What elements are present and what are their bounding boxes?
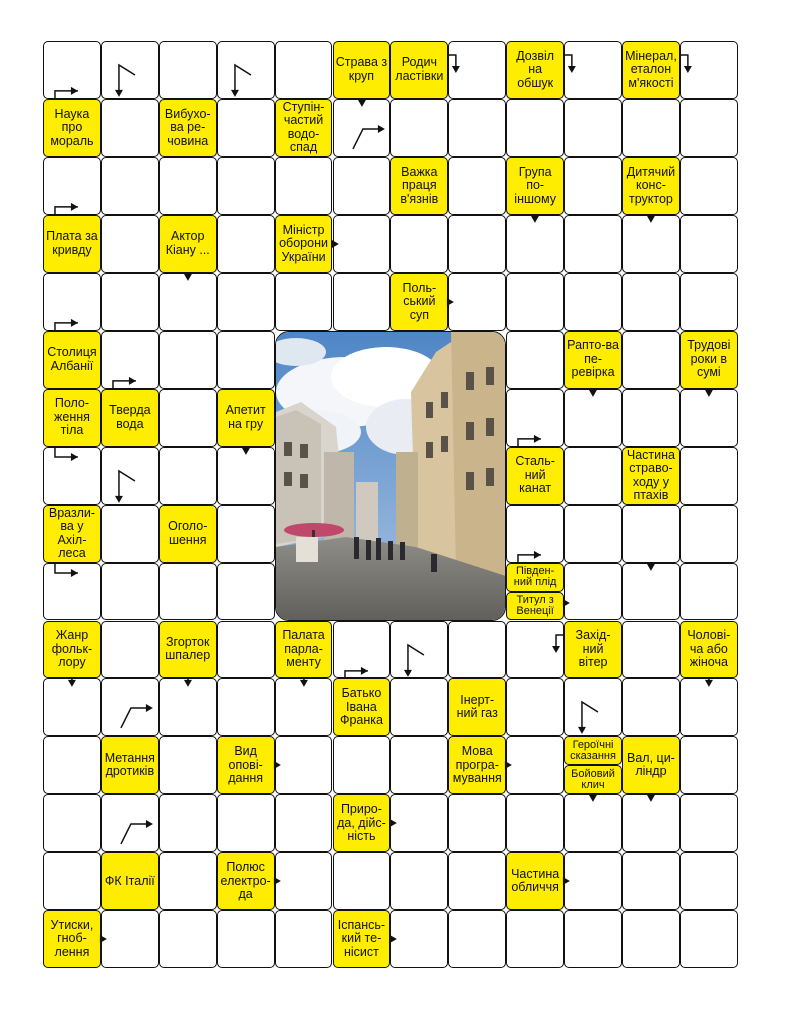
clue-text: Група по-іншому — [514, 164, 556, 206]
answer-cell[interactable] — [448, 41, 506, 99]
answer-cell[interactable] — [43, 41, 101, 99]
clue-text: Апетит на гру — [225, 403, 266, 431]
answer-cell[interactable] — [390, 910, 448, 968]
answer-cell[interactable] — [622, 273, 680, 331]
answer-cell[interactable] — [680, 389, 738, 447]
clue-text: Важка праця в'язнів — [400, 164, 439, 206]
clue-text: Вразли-ва у Ахіл-леса — [48, 505, 96, 561]
clue-text: Ступін-частий водо-спад — [282, 99, 325, 155]
answer-cell[interactable] — [448, 99, 506, 157]
answer-cell[interactable] — [564, 389, 622, 447]
answer-cell[interactable] — [448, 157, 506, 215]
clue-cell — [506, 592, 564, 621]
answer-cell[interactable] — [506, 99, 564, 157]
answer-cell[interactable] — [564, 215, 622, 273]
answer-cell[interactable] — [564, 678, 622, 736]
clue-text: Трудові роки в сумі — [687, 338, 731, 380]
answer-cell[interactable] — [333, 273, 391, 331]
clue-text: Рапто-ва пе-ревірка — [567, 338, 619, 380]
answer-cell[interactable] — [333, 215, 391, 273]
clue-text: Тверда вода — [109, 403, 151, 431]
clue-cell — [275, 215, 333, 273]
answer-cell[interactable] — [101, 157, 159, 215]
clue-text: Частина страво-ходу у птахів — [626, 447, 675, 503]
clue-cell — [506, 447, 564, 505]
clue-cell — [622, 157, 680, 215]
answer-cell[interactable] — [217, 563, 275, 621]
answer-cell[interactable] — [622, 852, 680, 910]
clue-cell — [390, 273, 448, 331]
answer-cell[interactable] — [680, 505, 738, 563]
clue-text: Полюс електро-да — [220, 860, 271, 902]
clue-cell — [333, 794, 391, 852]
clue-text: Плата за кривду — [46, 229, 98, 257]
answer-cell[interactable] — [390, 621, 448, 679]
answer-cell[interactable] — [680, 852, 738, 910]
clue-cell — [43, 331, 101, 389]
answer-cell[interactable] — [564, 157, 622, 215]
answer-cell[interactable] — [564, 852, 622, 910]
answer-cell[interactable] — [101, 678, 159, 736]
answer-cell[interactable] — [275, 41, 333, 99]
clue-cell — [159, 505, 217, 563]
clue-cell — [217, 736, 275, 794]
answer-cell[interactable] — [506, 389, 564, 447]
clue-text: Дозвіл на обшук — [516, 48, 555, 90]
answer-cell[interactable] — [622, 331, 680, 389]
answer-cell[interactable] — [101, 505, 159, 563]
answer-cell[interactable] — [159, 41, 217, 99]
clue-text: Дитячий конс-труктор — [626, 164, 676, 206]
clue-text: Приро-да, дійс-ність — [337, 802, 386, 844]
answer-cell[interactable] — [101, 273, 159, 331]
clue-cell — [43, 99, 101, 157]
answer-cell[interactable] — [333, 852, 391, 910]
answer-cell[interactable] — [333, 99, 391, 157]
answer-cell[interactable] — [275, 794, 333, 852]
clue-cell — [622, 41, 680, 99]
clue-text: Столиця Албанії — [47, 345, 97, 373]
answer-cell[interactable] — [101, 621, 159, 679]
clue-cell — [506, 41, 564, 99]
answer-cell[interactable] — [564, 794, 622, 852]
clue-text: Вал, ци-ліндр — [627, 750, 675, 779]
clue-text: Титул з Венеції — [516, 594, 554, 617]
answer-cell[interactable] — [448, 273, 506, 331]
clue-cell — [680, 331, 738, 389]
answer-cell[interactable] — [159, 736, 217, 794]
clue-text: Палата парла-менту — [282, 628, 325, 670]
answer-cell[interactable] — [680, 563, 738, 621]
answer-cell[interactable] — [564, 447, 622, 505]
answer-cell[interactable] — [506, 910, 564, 968]
answer-cell[interactable] — [448, 215, 506, 273]
answer-cell[interactable] — [680, 794, 738, 852]
clue-text: Поло-ження тіла — [54, 396, 90, 438]
clue-cell — [43, 910, 101, 968]
clue-cell — [159, 215, 217, 273]
clue-text: Захід-ний вітер — [575, 628, 611, 670]
answer-cell[interactable] — [448, 852, 506, 910]
clue-text: Героїчні сказання — [570, 738, 616, 762]
answer-cell[interactable] — [564, 99, 622, 157]
answer-cell[interactable] — [564, 505, 622, 563]
answer-cell[interactable] — [390, 852, 448, 910]
clue-text: Бойовий клич — [571, 767, 615, 791]
answer-cell[interactable] — [506, 273, 564, 331]
answer-cell[interactable] — [622, 505, 680, 563]
clue-text: Згорток шпалер — [165, 634, 211, 663]
answer-cell[interactable] — [564, 273, 622, 331]
answer-cell[interactable] — [101, 215, 159, 273]
clue-text: Сталь-ний канат — [515, 454, 555, 496]
clue-cell — [159, 621, 217, 679]
clue-cell — [217, 389, 275, 447]
answer-cell[interactable] — [43, 157, 101, 215]
answer-cell[interactable] — [622, 215, 680, 273]
clue-text: Вибухо-ва ре-човина — [164, 106, 211, 148]
clue-text: Мінерал, еталон м'якості — [625, 48, 677, 90]
clue-text: Інерт-ний газ — [456, 692, 498, 721]
answer-cell[interactable] — [275, 273, 333, 331]
city-street-photo — [275, 331, 507, 621]
clue-cell — [448, 678, 506, 736]
answer-cell[interactable] — [680, 447, 738, 505]
answer-cell[interactable] — [101, 331, 159, 389]
clue-cell — [564, 331, 622, 389]
clue-text: Поль-ський суп — [402, 280, 437, 322]
answer-cell[interactable] — [333, 621, 391, 679]
answer-cell[interactable] — [101, 99, 159, 157]
answer-cell[interactable] — [159, 389, 217, 447]
answer-cell[interactable] — [680, 910, 738, 968]
answer-cell[interactable] — [506, 736, 564, 794]
clue-cell — [390, 157, 448, 215]
clue-cell — [390, 41, 448, 99]
answer-cell[interactable] — [217, 157, 275, 215]
clue-cell — [564, 765, 622, 794]
answer-cell[interactable] — [622, 389, 680, 447]
answer-cell[interactable] — [275, 910, 333, 968]
answer-cell[interactable] — [43, 678, 101, 736]
clue-text: Жанр фольк-лору — [51, 628, 93, 670]
clue-text: Наука про мораль — [50, 106, 94, 148]
answer-cell[interactable] — [680, 273, 738, 331]
clue-cell — [217, 852, 275, 910]
answer-cell[interactable] — [159, 447, 217, 505]
answer-cell[interactable] — [101, 910, 159, 968]
clue-cell — [333, 910, 391, 968]
answer-cell[interactable] — [506, 794, 564, 852]
clue-cell — [275, 621, 333, 679]
clue-text: Страва з круп — [335, 55, 388, 83]
answer-cell[interactable] — [159, 563, 217, 621]
clue-cell — [101, 389, 159, 447]
clue-text: Родич ластівки — [395, 55, 444, 83]
clue-text: Утиски, гноб-лення — [50, 917, 94, 959]
answer-cell[interactable] — [43, 736, 101, 794]
answer-cell[interactable] — [217, 910, 275, 968]
answer-cell[interactable] — [390, 736, 448, 794]
clue-cell — [506, 157, 564, 215]
clue-cell — [506, 852, 564, 910]
clue-cell — [43, 389, 101, 447]
answer-cell[interactable] — [43, 273, 101, 331]
answer-cell[interactable] — [680, 736, 738, 794]
clue-cell — [564, 736, 622, 765]
answer-cell[interactable] — [390, 678, 448, 736]
answer-cell[interactable] — [217, 794, 275, 852]
clue-cell — [275, 99, 333, 157]
answer-cell[interactable] — [217, 447, 275, 505]
clue-text: Вид опові-дання — [228, 744, 264, 786]
clue-cell — [506, 563, 564, 592]
answer-cell[interactable] — [43, 447, 101, 505]
answer-cell[interactable] — [275, 157, 333, 215]
answer-cell[interactable] — [43, 852, 101, 910]
answer-cell[interactable] — [333, 736, 391, 794]
answer-cell[interactable] — [217, 273, 275, 331]
clue-cell — [622, 736, 680, 794]
answer-cell[interactable] — [333, 157, 391, 215]
answer-cell[interactable] — [506, 678, 564, 736]
clue-text: Актор Кіану ... — [165, 229, 210, 257]
answer-cell[interactable] — [275, 736, 333, 794]
answer-cell[interactable] — [101, 447, 159, 505]
clue-text: Метання дротиків — [104, 750, 155, 779]
answer-cell[interactable] — [622, 99, 680, 157]
answer-cell[interactable] — [622, 621, 680, 679]
answer-cell[interactable] — [217, 678, 275, 736]
answer-cell[interactable] — [159, 273, 217, 331]
answer-cell[interactable] — [564, 41, 622, 99]
clue-text: Півден-ний плід — [513, 565, 557, 589]
clue-text: Частина обличчя — [511, 866, 560, 895]
answer-cell[interactable] — [159, 910, 217, 968]
clue-cell — [101, 852, 159, 910]
clue-cell — [43, 505, 101, 563]
answer-cell[interactable] — [448, 910, 506, 968]
answer-cell[interactable] — [390, 215, 448, 273]
answer-cell[interactable] — [101, 41, 159, 99]
clue-text: ФК Італії — [104, 873, 155, 888]
answer-cell[interactable] — [217, 621, 275, 679]
clue-text: Іспансь-кий те-нісист — [337, 917, 386, 959]
answer-cell[interactable] — [217, 215, 275, 273]
answer-cell[interactable] — [680, 41, 738, 99]
answer-cell[interactable] — [43, 563, 101, 621]
answer-cell[interactable] — [101, 794, 159, 852]
answer-cell[interactable] — [448, 621, 506, 679]
answer-cell[interactable] — [564, 910, 622, 968]
clue-cell — [159, 99, 217, 157]
clue-cell — [333, 41, 391, 99]
clue-text: Міністр оборони України — [279, 222, 328, 264]
answer-cell[interactable] — [506, 621, 564, 679]
answer-cell[interactable] — [159, 794, 217, 852]
clue-text: Батько Івана Франка — [339, 686, 383, 728]
clue-cell — [680, 621, 738, 679]
answer-cell[interactable] — [390, 794, 448, 852]
clue-text: Оголо-шення — [168, 519, 208, 547]
answer-cell[interactable] — [43, 794, 101, 852]
answer-cell[interactable] — [506, 215, 564, 273]
answer-cell[interactable] — [159, 157, 217, 215]
clue-text: Мова програ-мування — [452, 744, 502, 786]
clue-cell — [622, 447, 680, 505]
street-photo-image — [276, 332, 507, 621]
answer-cell[interactable] — [622, 678, 680, 736]
answer-cell[interactable] — [680, 215, 738, 273]
answer-cell[interactable] — [159, 331, 217, 389]
answer-cell[interactable] — [159, 678, 217, 736]
answer-cell[interactable] — [506, 331, 564, 389]
answer-cell[interactable] — [275, 678, 333, 736]
answer-cell[interactable] — [622, 794, 680, 852]
answer-cell[interactable] — [680, 678, 738, 736]
clue-cell — [564, 621, 622, 679]
clue-cell — [101, 736, 159, 794]
answer-cell[interactable] — [564, 563, 622, 621]
answer-cell[interactable] — [159, 852, 217, 910]
clue-cell — [333, 678, 391, 736]
clue-cell — [43, 621, 101, 679]
answer-cell[interactable] — [217, 505, 275, 563]
answer-cell[interactable] — [680, 99, 738, 157]
answer-cell[interactable] — [390, 99, 448, 157]
answer-cell[interactable] — [622, 563, 680, 621]
answer-cell[interactable] — [217, 99, 275, 157]
answer-cell[interactable] — [217, 331, 275, 389]
answer-cell[interactable] — [217, 41, 275, 99]
answer-cell[interactable] — [101, 563, 159, 621]
answer-cell[interactable] — [448, 794, 506, 852]
answer-cell[interactable] — [506, 505, 564, 563]
answer-cell[interactable] — [622, 910, 680, 968]
answer-cell[interactable] — [275, 852, 333, 910]
clue-text: Чолові-ча або жіноча — [687, 628, 731, 670]
clue-cell — [448, 736, 506, 794]
answer-cell[interactable] — [680, 157, 738, 215]
clue-cell — [43, 215, 101, 273]
